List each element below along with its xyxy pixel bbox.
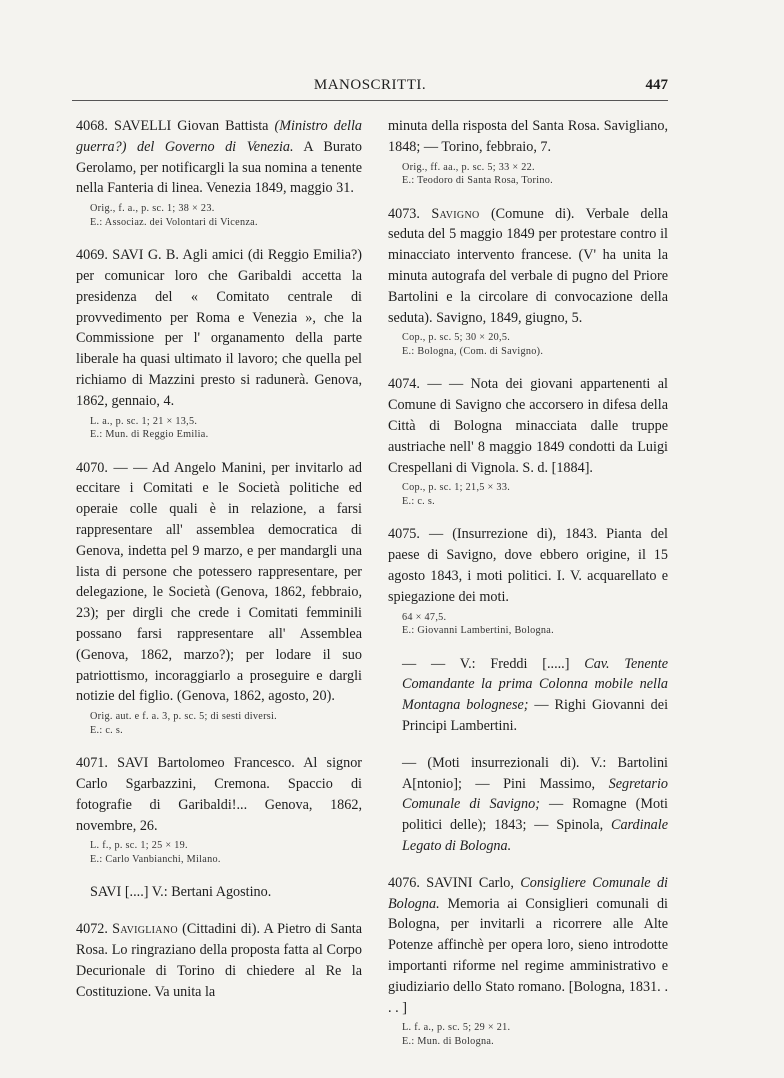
entry-description: L. a., p. sc. 1; 21 × 13,5.: [90, 415, 198, 427]
entry-4068: [76, 116, 362, 229]
cross-reference-moti: [388, 753, 668, 857]
entry-author: SAVELLI Giovan Battista: [113, 118, 269, 134]
entry-owner: E.: Mun. di Bologna.: [402, 1035, 495, 1047]
entry-owner: E.: c. s.: [402, 495, 435, 507]
entry-text: — — Nota dei giovani appartenenti al Comune di Savigno che accorsero in difesa della Città di Bologna minacciata dalle truppe austriache nell' 8 maggio 1849 condotti da Luigi Crespellani di Vignola. S. d. [1884].: [388, 376, 669, 476]
entry-4072-continued: [388, 116, 668, 188]
running-title: MANOSCRITTI.: [313, 77, 427, 93]
entry-role: Consigliere Comunale di Bologna.: [388, 874, 668, 912]
xref-italic: Cav. Tenente Comandante la prima Colonna mobile nella Montagna bolognese;: [402, 655, 668, 714]
entry-4069: [76, 245, 362, 441]
entry-text: — (Insurrezione di), 1843. Pianta del paese di Savigno, dove ebbero origine, il 15 agosto 1843, i moti politici. I. V. acquarellato e spiegazione dei moti.: [388, 526, 669, 605]
xref-italic: Cardinale Legato di Bologna.: [402, 817, 668, 854]
entry-description: L. f. a., p. sc. 5; 29 × 21.: [402, 1022, 511, 1034]
left-column: [76, 116, 362, 1018]
entry-number: 4072.: [76, 921, 108, 938]
entry-meta: [388, 161, 668, 188]
xref-text: — Righi Giovanni dei Principi Lambertini.: [402, 697, 669, 734]
entry-meta: [76, 710, 362, 737]
entry-owner: E.: c. s.: [90, 724, 123, 736]
entry-text: — — Ad Angelo Manini, per invitarlo ad eccitare i Comitati e le Società politiche ed operaie colle quali è in relazione, a farsi rappresentare all' assemblea democratica di Genova, indetta pel 9 marzo, e per mandargli una lista di persone che potessero rappresentare, per delegazione, le Società (Genova, 1862, febbraio, 23); per dirgli che crede i Comitati femminili possano farsi rappresentare all' Assemblea (Genova, 1862, marzo?); per lodare il suo patriottismo, incoraggiarlo a proseguire e dargli notizie del figlio. (Genova, 1862, agosto, 20).: [76, 459, 362, 705]
entry-author: SAVINI Carlo,: [426, 874, 514, 891]
entry-owner: E.: Mun. di Reggio Emilia.: [90, 429, 209, 441]
entry-4075: [388, 524, 668, 637]
entry-text: (Cittadini di). A Pietro di Santa Rosa. Lo ringraziano della proposta fatta al Corpo Decurionale di Torino di chiedere al Re la Costituzione. Va unita la: [76, 921, 363, 1000]
entry-meta: [76, 839, 362, 866]
entry-description: 64 × 47,5.: [402, 611, 447, 623]
entry-owner: E.: Bologna, (Com. di Savigno).: [402, 345, 544, 357]
xref-text: — — V.: Freddi [.....]: [402, 655, 570, 672]
entry-4072: [76, 919, 362, 1002]
entry-text: Agli amici (di Reggio Emilia?) per comunicar loro che Garibaldi accetta la presidenza del « Comitato centrale di provvedimento per Roma e Venezia », che la Commissione per l' organamento della parte liberale ha quasi ultimato il lavoro; che quella pel richiamo di Mazzini presto si radunerà. Genova, 1862, gennaio, 4.: [76, 247, 363, 409]
entry-4070: [76, 458, 362, 738]
entry-owner: E.: Carlo Vanbianchi, Milano.: [90, 853, 221, 865]
entry-meta: [388, 611, 668, 638]
entry-number: 4071.: [76, 755, 108, 772]
entry-number: 4070.: [76, 459, 108, 476]
entry-owner: E.: Giovanni Lambertini, Bologna.: [402, 625, 554, 637]
entry-description: Cop., p. sc. 5; 30 × 20,5.: [402, 332, 511, 344]
entry-author: SAVI G. B.: [112, 247, 179, 264]
entry-author: Savigno: [431, 205, 480, 222]
entry-meta: [76, 202, 362, 229]
entry-number: 4069.: [76, 247, 108, 264]
entry-role: (Ministro della guerra?) del Governo di Venezia.: [76, 118, 362, 155]
right-column: [388, 116, 668, 1064]
entry-description: Orig., ff. aa., p. sc. 5; 33 × 22.: [402, 161, 535, 173]
entry-number: 4076.: [388, 874, 420, 891]
entry-owner: E.: Teodoro di Santa Rosa, Torino.: [402, 175, 554, 187]
xref-italic: Segretario Comunale di Savigno;: [402, 775, 668, 813]
entry-meta: [388, 331, 668, 358]
entry-description: Cop., p. sc. 1; 21,5 × 33.: [402, 482, 511, 494]
entry-number: 4073.: [388, 205, 420, 222]
entry-description: Orig. aut. e f. a. 3, p. sc. 5; di sesti diversi.: [90, 711, 278, 723]
entry-meta: [388, 481, 668, 508]
entry-number: 4068.: [76, 118, 108, 134]
cross-reference-freddi: [388, 654, 668, 737]
entry-text: minuta della risposta del Santa Rosa. Savigliano, 1848; — Torino, febbraio, 7.: [388, 118, 668, 155]
entry-description: L. f., p. sc. 1; 25 × 19.: [90, 840, 188, 852]
entry-owner: E.: Associaz. dei Volontari di Vicenza.: [90, 216, 258, 228]
entry-text: A Burato Gerolamo, per notificargli la sua nomina a tenente nella Fanteria di linea. Venezia 1849, maggio 31.: [76, 138, 362, 197]
entry-description: Orig., f. a., p. sc. 1; 38 × 23.: [90, 203, 215, 215]
entry-number: 4075.: [388, 526, 420, 543]
entry-author: SAVI Bartolomeo Francesco.: [117, 755, 295, 772]
entry-4076: [388, 873, 668, 1049]
page-number: 447: [645, 77, 668, 93]
entry-meta: [388, 1021, 668, 1048]
entry-meta: [76, 415, 362, 442]
cross-reference-savi: SAVI [....] V.: Bertani Agostino.: [90, 884, 272, 901]
entry-number: 4074.: [388, 376, 420, 393]
page-header: [72, 76, 668, 101]
xref-text: — Romagne (Moti politici delle); 1843; — Spinola,: [402, 796, 668, 834]
entry-4074: [388, 374, 668, 508]
entry-text: (Comune di). Verbale della seduta del 5 maggio 1849 per protestare contro il minacciato intervento francese. (V' ha unita la minuta autografa del verbale di pugno del Priore Bartolini e la circolare di convocazione della seduta). Savigno, 1849, giugno, 5.: [388, 205, 668, 326]
entry-author: Savigliano: [112, 921, 178, 938]
entry-4071: [76, 753, 362, 866]
entry-text: Memoria ai Consiglieri comunali di Bologna, per invitarli a ricorrere alle Alte Potenze affinchè per opera loro, sieno introdotte importanti riforme nel regime amministrativo e giudiziario dello Stato romano. [Bologna, 1831. . . . ]: [388, 895, 668, 1016]
xref-text: — (Moti insurrezionali di). V.: Bartolini A[ntonio]; — Pini Massimo,: [402, 754, 668, 792]
entry-text: Al signor Carlo Sgarbazzini, Cremona. Spaccio di fotografie di Garibaldi!... Genova, 1862, novembre, 26.: [76, 755, 363, 834]
entry-4073: [388, 204, 668, 359]
